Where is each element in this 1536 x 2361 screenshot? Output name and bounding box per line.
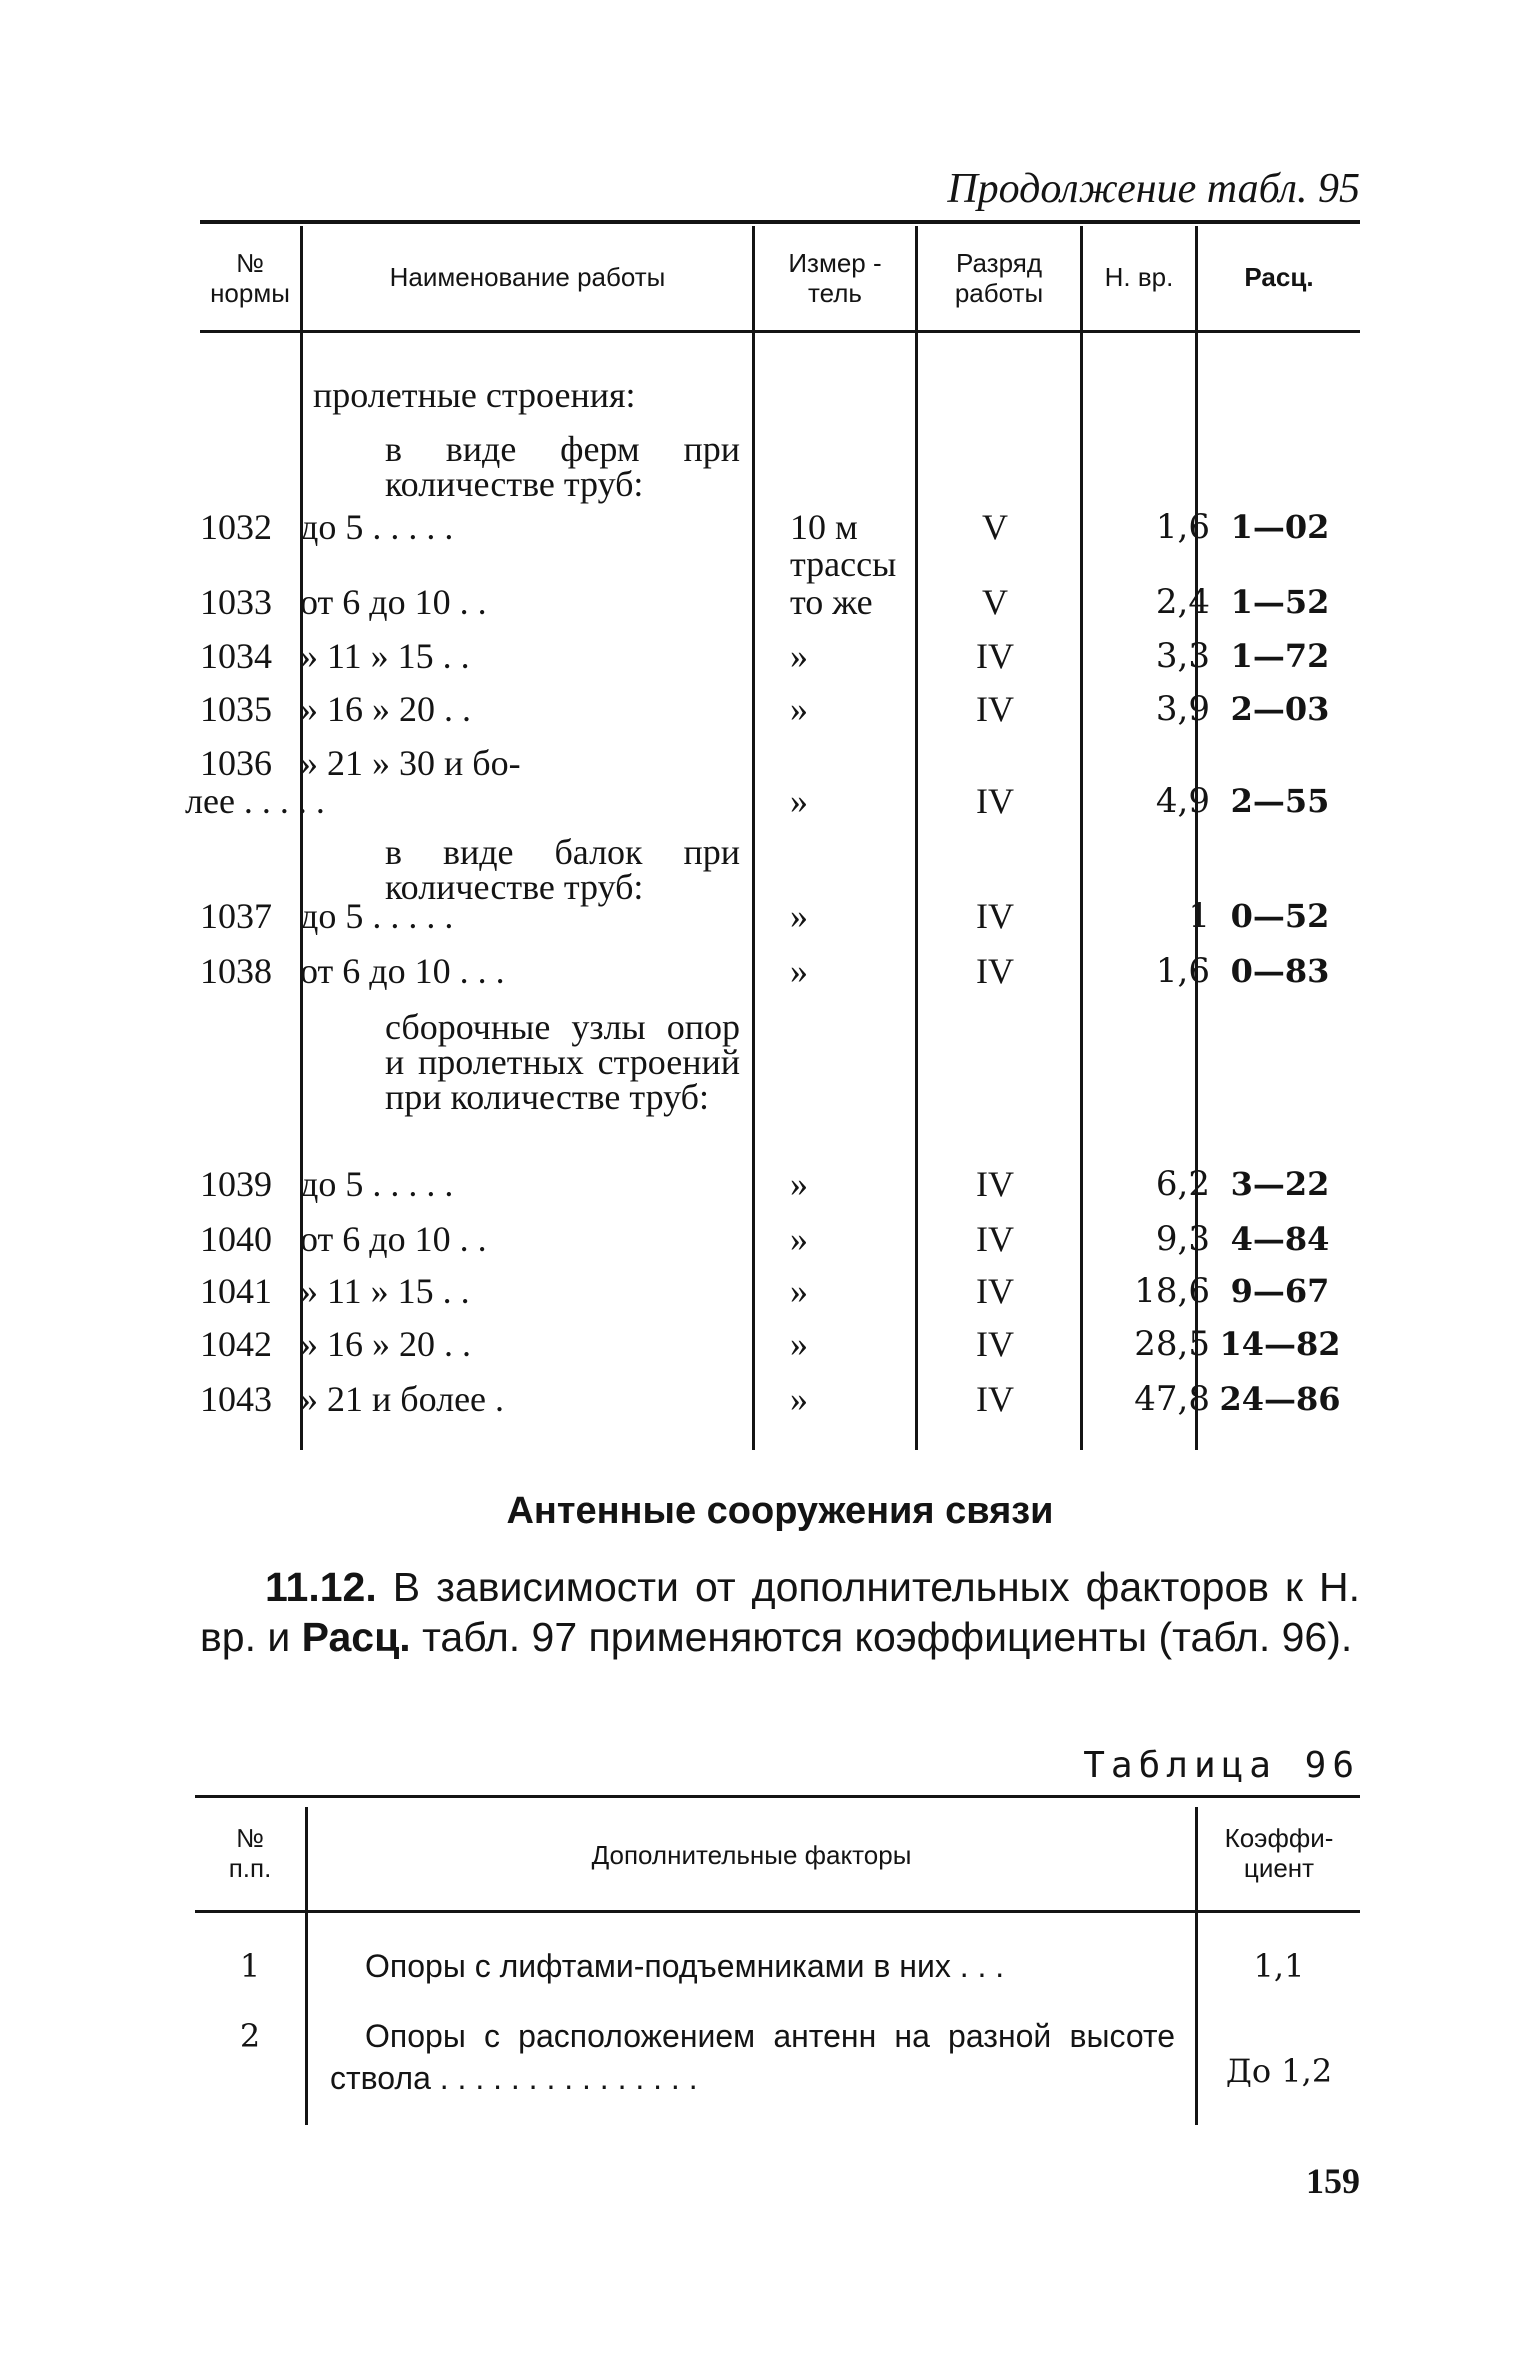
table-95-unit: » [790, 1164, 808, 1204]
table-95-rate: 4—84 [1230, 1220, 1330, 1258]
table-95 [185, 220, 1360, 1450]
table-95-grade: IV [976, 896, 1014, 936]
table-95-grade: IV [976, 1324, 1014, 1364]
table-95-hours: 3,3 [1155, 636, 1210, 676]
header-rate: Расц. [1244, 262, 1314, 292]
table-95-hours: 2,4 [1155, 582, 1210, 622]
header-unit-line: тель [808, 278, 862, 308]
table-95-rate: 0—83 [1230, 952, 1330, 990]
table-95-num: 1043 [200, 1379, 272, 1419]
table-95-hours: 1 [1188, 896, 1210, 936]
table-95-name: от 6 до 10 . . [300, 1219, 487, 1259]
table-95-name: от 6 до 10 . . . [300, 951, 505, 991]
header-hours: Н. вр. [1104, 262, 1174, 292]
table-95-grade: IV [976, 1219, 1014, 1259]
table-95-hours: 28,5 [1134, 1324, 1210, 1364]
table-96-num: 2 [239, 2017, 261, 2055]
header-grade-line: Разряд [956, 248, 1042, 278]
section-title: Антенные сооружения связи [506, 1490, 1054, 1532]
column-divider [1195, 226, 1198, 1450]
header-grade-line: работы [954, 278, 1044, 308]
header-factor: Дополнительные факторы [591, 1840, 912, 1870]
table-95-rate: 1—72 [1230, 637, 1330, 675]
header-name: Наименование работы [389, 262, 666, 292]
table-95-hours: 18,6 [1134, 1271, 1210, 1311]
table-95-num: 1034 [200, 636, 272, 676]
header-coef-line: Коэффи- [1224, 1823, 1334, 1853]
table-95-unit: » [790, 951, 808, 991]
table-95-unit: » [790, 1324, 808, 1364]
table-95-hours: 1,6 [1155, 507, 1210, 547]
table-95-rate: 2—55 [1230, 782, 1330, 820]
table-95-num: 1033 [200, 582, 272, 622]
table-95-name: от 6 до 10 . . [300, 582, 487, 622]
table-95-unit: » [790, 1271, 808, 1311]
table-95-unit: » [790, 896, 808, 936]
table-95-rate: 1—52 [1230, 583, 1330, 621]
table-95-grade: IV [976, 781, 1014, 821]
header-unit [755, 248, 915, 308]
table-header-rule [200, 330, 1360, 333]
column-divider [300, 226, 303, 1450]
table-95-grade: IV [976, 951, 1014, 991]
table-95-rate: 1—02 [1230, 508, 1330, 546]
table-95-rate: 24—86 [1219, 1380, 1341, 1418]
paragraph-bold: Расц. [301, 1614, 411, 1660]
table-95-name: до 5 . . . . . [300, 1164, 454, 1204]
column-divider [752, 226, 755, 1450]
table-95-rate: 2—03 [1230, 690, 1330, 728]
table-95-name: » 11 » 15 . . [300, 636, 470, 676]
table-96-factor: Опоры с расположением антенн на разной высоте ствола . . . . . . . . . . . . . . . [330, 2018, 1175, 2096]
page-number: 159 [1306, 2161, 1360, 2201]
group-label-beam: в виде балок при количестве труб: [385, 832, 740, 907]
table-95-name: до 5 . . . . . [300, 896, 454, 936]
table-95-num: 1037 [200, 896, 272, 936]
table-header-rule [195, 1910, 1360, 1913]
table-96-caption: Таблица 96 [1083, 1745, 1360, 1786]
header-coef-line: циент [1243, 1853, 1315, 1883]
table-95-grade: V [982, 582, 1008, 622]
table-95-hours: 4,9 [1155, 781, 1210, 821]
group-label-truss: в виде ферм при количестве труб: [385, 429, 740, 504]
table-95-hours: 9,3 [1155, 1219, 1210, 1259]
table-96-num: 1 [239, 1947, 261, 1985]
header-grade [918, 248, 1080, 308]
header-num-line: № [236, 1823, 264, 1853]
group-label-span: пролетные строения: [313, 375, 636, 415]
table-95-rate: 9—67 [1230, 1272, 1330, 1310]
table-95-rate: 3—22 [1230, 1165, 1330, 1203]
table-95-name: » 11 » 15 . . [300, 1271, 470, 1311]
paragraph-number: 11.12. [265, 1564, 377, 1610]
table-95-grade: IV [976, 1379, 1014, 1419]
table-95-unit: трассы [790, 544, 897, 584]
paragraph-text: В зависимости от дополнительных факторов к Н. вр. и [200, 1564, 1360, 1660]
table-96 [195, 1795, 1360, 2125]
table-95-name: » 21 и более . [300, 1379, 505, 1419]
header-unit-line: Измер - [788, 248, 882, 278]
table-96-coef: До 1,2 [1225, 2052, 1333, 2090]
table-95-unit: то же [790, 582, 873, 622]
column-divider [915, 226, 918, 1450]
table-95-num: 1035 [200, 689, 272, 729]
table-96-coef: 1,1 [1253, 1947, 1305, 1985]
table-95-num: 1036 [200, 743, 272, 783]
table-95-unit: » [790, 1379, 808, 1419]
table-95-unit: » [790, 636, 808, 676]
header-num-line: № [236, 248, 264, 278]
table-95-hours: 47,8 [1134, 1379, 1210, 1419]
table-95-unit: 10 м [790, 507, 858, 547]
table-95-hours: 6,2 [1155, 1164, 1210, 1204]
header-num [200, 248, 300, 308]
table-95-num: 1041 [200, 1271, 272, 1311]
table-top-rule [195, 1795, 1360, 1798]
table-95-name: » 21 » 30 и бо- [300, 743, 521, 783]
table-95-unit: » [790, 781, 808, 821]
paragraph-11-12 [200, 1562, 1360, 1662]
table-95-num: 1038 [200, 951, 272, 991]
header-num-line: п.п. [228, 1853, 272, 1883]
table-95-num: 1032 [200, 507, 272, 547]
header-num [195, 1823, 305, 1883]
paragraph-text: табл. 97 применяются коэффициенты (табл. 96). [410, 1614, 1353, 1660]
continuation-caption: Продолжение табл. 95 [947, 166, 1360, 212]
table-96-factor: Опоры с лифтами-подъемниками в них . . . [365, 1948, 1005, 1984]
table-95-grade: IV [976, 636, 1014, 676]
table-95-hours: 3,9 [1155, 689, 1210, 729]
table-95-unit: » [790, 689, 808, 729]
table-95-grade: V [982, 507, 1008, 547]
table-95-grade: IV [976, 1164, 1014, 1204]
table-top-rule [200, 220, 1360, 224]
table-95-num: 1039 [200, 1164, 272, 1204]
column-divider [1080, 226, 1083, 1450]
table-95-grade: IV [976, 689, 1014, 729]
header-coef [1198, 1823, 1360, 1883]
table-95-grade: IV [976, 1271, 1014, 1311]
table-95-rate: 0—52 [1230, 897, 1330, 935]
table-95-unit: » [790, 1219, 808, 1259]
table-95-num: 1040 [200, 1219, 272, 1259]
table-95-hours: 1,6 [1155, 951, 1210, 991]
table-95-num: 1042 [200, 1324, 272, 1364]
table-95-name: » 16 » 20 . . [300, 689, 471, 729]
table-95-rate: 14—82 [1219, 1325, 1341, 1363]
header-num-line: нормы [210, 278, 290, 308]
group-label-assembly: сборочные узлы опор и пролетных строений при количестве труб: [385, 1007, 740, 1117]
table-95-name: до 5 . . . . . [300, 507, 454, 547]
table-95-name: » 16 » 20 . . [300, 1324, 471, 1364]
table-95-name: лее . . . . . [185, 781, 325, 821]
